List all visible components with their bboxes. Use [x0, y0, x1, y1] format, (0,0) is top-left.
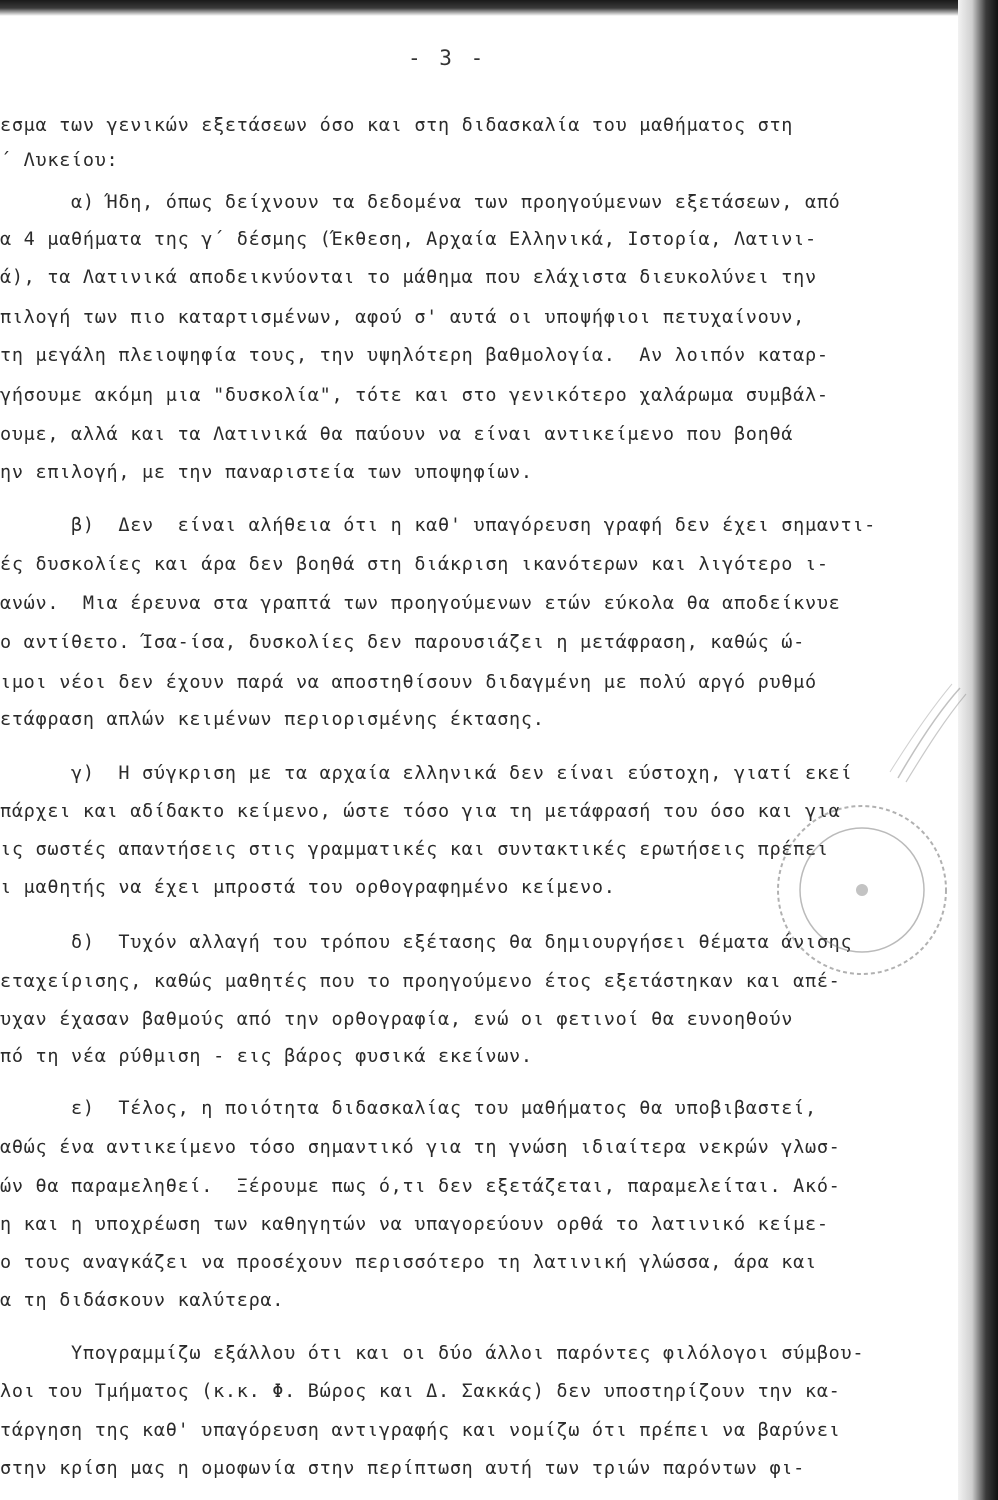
text-line: στην κρίση μας η ομοφωνία στην περίπτωση αυτή των τριών παρόντων φι- [0, 1458, 805, 1479]
scan-top-edge [0, 0, 998, 16]
text-line: Υπογραμμίζω εξάλλου ότι και οι δύο άλλοι παρόντες φιλόλογοι σύμβου- [0, 1343, 865, 1364]
text-line: εσμα των γενικών εξετάσεων όσο και στη διδασκαλία του μαθήματος στη [0, 115, 794, 136]
text-line: ις σωστές απαντήσεις στις γραμματικές και συντακτικές ερωτήσεις πρέπει [0, 839, 829, 860]
text-line: πό τη νέα ρύθμιση - εις βάρος φυσικά εκείνων. [0, 1046, 533, 1067]
text-line: ι μαθητής να έχει μπροστά του ορθογραφημένο κείμενο. [0, 877, 616, 898]
round-seal-stamp [752, 790, 962, 1000]
text-line: γήσουμε ακόμη μια "δυσκολία", τότε και στο γενικότερο χαλάρωμα συμβάλ- [0, 385, 829, 406]
text-line: ην επιλογή, με την παναριστεία των υποψηφίων. [0, 462, 533, 483]
text-line: πιλογή των πιο καταρτισμένων, αφού σ' αυτά οι υποψήφιοι πετυχαίνουν, [0, 307, 805, 328]
text-line: δ) Τυχόν αλλαγή του τρόπου εξέτασης θα δημιουργήσει θέματα άνισης [0, 932, 853, 953]
page-number: - 3 - [408, 46, 487, 70]
text-line: ιμοι νέοι δεν έχουν παρά να αποστηθίσουν διδαγμένη με πολύ αργό ρυθμό [0, 672, 817, 693]
text-line: λοι του Τμήματος (κ.κ. Φ. Βώρος και Δ. Σακκάς) δεν υποστηρίζουν την κα- [0, 1381, 841, 1402]
text-line: α τη διδάσκουν καλύτερα. [0, 1290, 285, 1311]
text-line: β) Δεν είναι αλήθεια ότι η καθ' υπαγόρευση γραφή δεν έχει σημαντι- [0, 515, 877, 536]
text-line: ο αντίθετο. Ίσα-ίσα, δυσκολίες δεν παρουσιάζει η μετάφραση, καθώς ώ- [0, 632, 805, 653]
text-line: ετάφραση απλών κειμένων περιορισμένης έκτασης. [0, 709, 545, 730]
text-line: πάρχει και αδίδακτο κείμενο, ώστε τόσο για τη μετάφρασή του όσο και για [0, 801, 841, 822]
text-line: ών θα παραμεληθεί. Ξέρουμε πως ό,τι δεν εξετάζεται, παραμελείται. Ακό- [0, 1176, 841, 1197]
text-line: ές δυσκολίες και άρα δεν βοηθά στη διάκριση ικανότερων και λιγότερο ι- [0, 554, 829, 575]
pencil-annotation-mark [880, 680, 970, 790]
text-line: ανών. Μια έρευνα στα γραπτά των προηγούμενων ετών εύκολα θα αποδείκνυε [0, 593, 841, 614]
text-line: εταχείρισης, καθώς μαθητές που το προηγούμενο έτος εξετάστηκαν και απέ- [0, 971, 841, 992]
text-line: αθώς ένα αντικείμενο τόσο σημαντικό για τη γνώση ιδιαίτερα νεκρών γλωσ- [0, 1137, 841, 1158]
text-line: τη μεγάλη πλειοψηφία τους, την υψηλότερη βαθμολογία. Αν λοιπόν καταρ- [0, 345, 829, 366]
text-line: ά), τα Λατινικά αποδεικνύονται το μάθημα που ελάχιστα διευκολύνει την [0, 267, 817, 288]
text-line: ο τους αναγκάζει να προσέχουν περισσότερο τη λατινική γλώσσα, άρα και [0, 1252, 817, 1273]
text-line: η και η υποχρέωση των καθηγητών να υπαγορεύουν ορθά το λατινικό κείμε- [0, 1214, 829, 1235]
text-line: υχαν έχασαν βαθμούς από την ορθογραφία, ενώ οι φετινοί θα ευνοηθούν [0, 1009, 794, 1030]
text-line: τάργηση της καθ' υπαγόρευση αντιγραφής και νομίζω ότι πρέπει να βαρύνει [0, 1420, 841, 1441]
text-line: α) Ήδη, όπως δείχνουν τα δεδομένα των προηγούμενων εξετάσεων, από [0, 192, 841, 213]
text-line: ΄ Λυκείου: [0, 150, 119, 171]
text-line: γ) Η σύγκριση με τα αρχαία ελληνικά δεν είναι εύστοχη, γιατί εκεί [0, 763, 853, 784]
text-line: ε) Τέλος, η ποιότητα διδασκαλίας του μαθήματος θα υποβιβαστεί, [0, 1098, 817, 1119]
text-line: α 4 μαθήματα της γ΄ δέσμης (Έκθεση, Αρχαία Ελληνικά, Ιστορία, Λατινι- [0, 229, 817, 250]
text-line: ουμε, αλλά και τα Λατινικά θα παύουν να είναι αντικείμενο που βοηθά [0, 424, 794, 445]
